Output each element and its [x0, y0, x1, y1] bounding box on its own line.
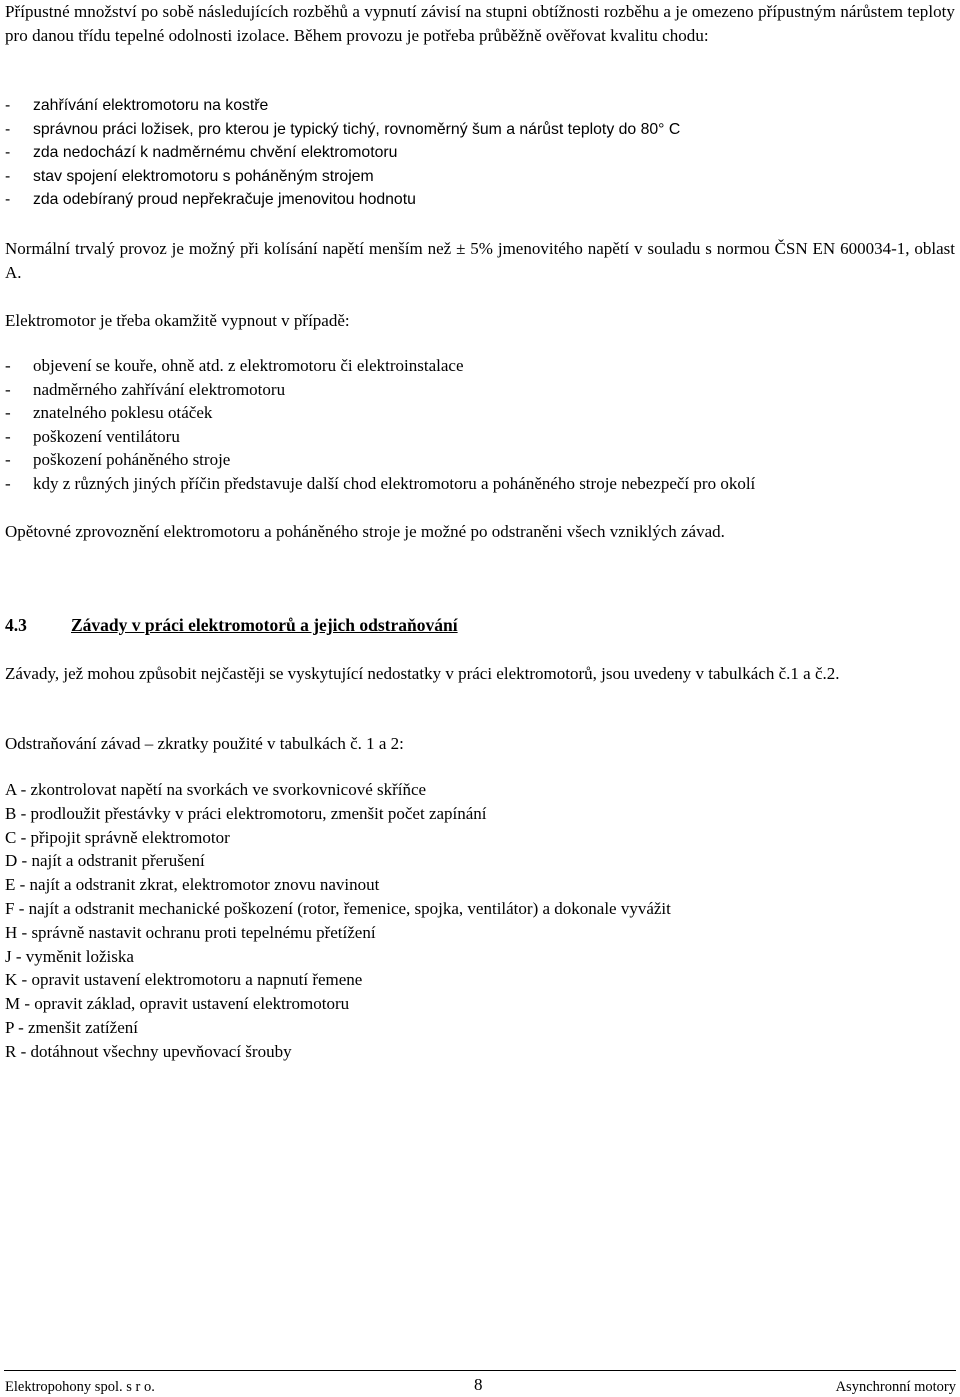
list-item: D - najít a odstranit přerušení	[5, 851, 205, 871]
list-item-text: zda nedochází k nadměrnému chvění elektromotoru	[33, 144, 398, 162]
list-item: A - zkontrolovat napětí na svorkách ve svorkovnicové skříňce	[5, 780, 427, 799]
section-title: Závady v práci elektromotorů a jejich odstraňování	[71, 615, 458, 635]
list-item	[5, 472, 955, 496]
list-item-text: objevení se kouře, ohně atd. z elektromotoru či elektroinstalace	[33, 356, 464, 375]
list-marker: -	[5, 450, 11, 470]
list-item: H - správně nastavit ochranu proti tepelnému přetížení	[5, 922, 376, 942]
list-item-text: kdy z různých jiných příčin představuje další chod elektromotoru a poháněného stroje nebezpečí pro okolí	[33, 473, 756, 493]
list-item	[5, 165, 955, 189]
list-marker: -	[5, 167, 11, 185]
check-list	[5, 94, 955, 212]
list-marker: -	[5, 97, 11, 114]
list-item	[5, 94, 955, 118]
shutdown-intro: Elektromotor je třeba okamžitě vypnout v případě:	[5, 311, 350, 330]
list-marker: -	[5, 356, 11, 375]
list-item-text: správnou práci ložisek, pro kterou je typický tichý, rovnoměrný šum a nárůst teploty do 80° C	[33, 120, 681, 138]
footer-page-number: 8	[474, 1375, 483, 1394]
list-marker: -	[5, 403, 11, 423]
list-item-text: nadměrného zahřívání elektromotoru	[33, 379, 286, 399]
list-item	[5, 354, 955, 378]
list-item: J - vyměnit ložiska	[5, 946, 134, 966]
section-number: 4.3	[5, 615, 27, 635]
restart-paragraph: Opětovné zprovoznění elektromotoru a poháněného stroje je možné po odstraněni všech vzniklých závad.	[5, 522, 725, 541]
list-marker: -	[5, 120, 11, 138]
list-item: B - prodloužit přestávky v práci elektromotoru, zmenšit počet zapínání	[5, 803, 487, 823]
abbreviations-intro: Odstraňování závad – zkratky použité v tabulkách č. 1 a 2:	[5, 734, 404, 753]
footer-company: Elektropohony spol. s r o.	[5, 1379, 155, 1395]
list-marker: -	[5, 191, 11, 209]
shutdown-list	[5, 354, 955, 496]
list-item: R - dotáhnout všechny upevňovací šrouby	[5, 1041, 292, 1061]
list-marker: -	[5, 379, 11, 399]
list-item	[5, 118, 955, 142]
list-item-text: stav spojení elektromotoru s poháněným strojem	[33, 167, 374, 185]
list-item	[5, 425, 955, 449]
list-item: C - připojit správně elektromotor	[5, 827, 230, 847]
list-item-text: znatelného poklesu otáček	[33, 403, 213, 423]
list-item: P - zmenšit zatížení	[5, 1017, 138, 1037]
list-item	[5, 378, 955, 402]
list-marker: -	[5, 426, 11, 446]
list-item-text: poškození ventilátoru	[33, 426, 180, 446]
list-item-text: poškození poháněného stroje	[33, 450, 231, 470]
list-item: K - opravit ustavení elektromotoru a napnutí řemene	[5, 970, 363, 990]
list-item	[5, 448, 955, 472]
footer-divider	[4, 1370, 956, 1371]
list-item	[5, 401, 955, 425]
section-heading	[5, 615, 458, 636]
list-item: E - najít a odstranit zkrat, elektromotor znovu navinout	[5, 875, 380, 895]
footer-document-title: Asynchronní motory	[835, 1379, 956, 1395]
remedy-codes-list	[5, 778, 671, 1064]
faults-intro-paragraph: Závady, jež mohou způsobit nejčastěji se vyskytující nedostatky v práci elektromotorů, jsou uvedeny v tabulkách č.1 a č.2.	[5, 664, 840, 683]
list-marker: -	[5, 144, 11, 162]
list-item-text: zahřívání elektromotoru na kostře	[33, 97, 269, 114]
list-item	[5, 141, 955, 165]
list-item-text: zda odebíraný proud nepřekračuje jmenovitou hodnotu	[33, 191, 416, 209]
list-item: M - opravit základ, opravit ustavení elektromotoru	[5, 994, 350, 1014]
page-content	[5, 0, 957, 1397]
list-marker: -	[5, 473, 11, 493]
list-item: F - najít a odstranit mechanické poškození (rotor, řemenice, spojka, ventilátor) a dokonale vyvážit	[5, 898, 671, 918]
intro-paragraph: Přípustné množství po sobě následujících rozběhů a vypnutí závisí na stupni obtížnosti rozběhu a je omezeno přípustným nárůstem teploty pro danou třídu tepelné odolnosti izolace. Během provozu je potřeba průběžně ověřovat kvalitu chodu:	[5, 2, 955, 45]
list-item	[5, 188, 955, 212]
normal-operation-paragraph: Normální trvalý provoz je možný při kolísání napětí menším než ± 5% jmenovitého napětí v souladu s normou ČSN EN 600034-1, oblast A.	[5, 239, 955, 282]
